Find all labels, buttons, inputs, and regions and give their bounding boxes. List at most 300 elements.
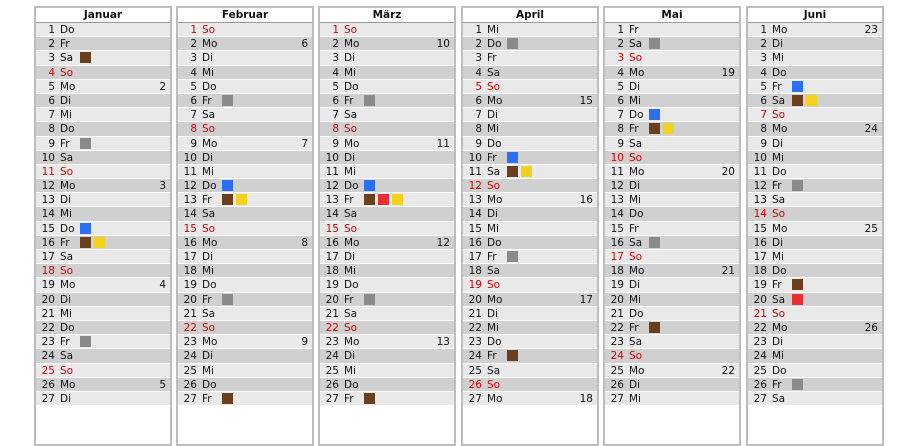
day-row[interactable]: [463, 51, 597, 65]
yellow-marker[interactable]: [94, 237, 105, 248]
day-number: 26: [41, 378, 55, 391]
brown-marker[interactable]: [507, 166, 518, 177]
month-title: Februar: [178, 8, 312, 23]
day-number: 21: [41, 307, 55, 320]
weekday: Mo: [487, 94, 503, 107]
day-row[interactable]: [36, 122, 170, 136]
day-row[interactable]: [36, 137, 170, 151]
week-number: 20: [721, 165, 735, 178]
day-row[interactable]: [463, 335, 597, 349]
day-number: 9: [617, 137, 624, 150]
day-row[interactable]: [605, 179, 739, 193]
day-row[interactable]: [36, 94, 170, 108]
day-row[interactable]: [605, 264, 739, 278]
weekday: Sa: [772, 293, 786, 306]
weekday: Mi: [772, 151, 784, 164]
day-row[interactable]: [463, 151, 597, 165]
blue-marker[interactable]: [222, 180, 233, 191]
day-row[interactable]: [320, 264, 454, 278]
day-row[interactable]: [178, 165, 312, 179]
event-markers: [792, 279, 803, 290]
red-marker[interactable]: [792, 294, 803, 305]
day-row[interactable]: [178, 392, 312, 406]
day-row[interactable]: [463, 108, 597, 122]
brown-marker[interactable]: [649, 123, 660, 134]
day-number: 9: [475, 137, 482, 150]
day-number: 16: [468, 236, 482, 249]
day-row[interactable]: [463, 321, 597, 335]
day-row[interactable]: [178, 364, 312, 378]
day-row[interactable]: [178, 94, 312, 108]
day-row[interactable]: [748, 51, 882, 65]
day-row[interactable]: [748, 207, 882, 221]
day-number: 18: [468, 265, 482, 278]
day-row[interactable]: [320, 378, 454, 392]
gray-marker[interactable]: [80, 138, 91, 149]
blue-marker[interactable]: [364, 180, 375, 191]
day-row[interactable]: [605, 193, 739, 207]
day-row[interactable]: [178, 23, 312, 37]
day-row[interactable]: [463, 364, 597, 378]
day-row[interactable]: [748, 37, 882, 51]
day-row[interactable]: [178, 236, 312, 250]
week-number: 13: [436, 336, 450, 349]
gray-marker[interactable]: [649, 237, 660, 248]
gray-marker[interactable]: [364, 294, 375, 305]
event-markers: [364, 393, 375, 404]
day-number: 15: [753, 222, 767, 235]
day-number: 1: [475, 24, 482, 36]
weekday: Do: [629, 307, 644, 320]
event-markers: [80, 336, 91, 347]
day-number: 10: [41, 151, 55, 164]
week-number: 22: [721, 364, 735, 377]
day-row[interactable]: [463, 250, 597, 264]
day-row[interactable]: [463, 80, 597, 94]
weekday: Sa: [202, 307, 216, 320]
day-row[interactable]: [463, 378, 597, 392]
weekday: Fr: [772, 180, 782, 193]
day-row[interactable]: [178, 250, 312, 264]
day-number: 13: [325, 194, 339, 207]
month-column-mai: [603, 6, 741, 446]
brown-marker[interactable]: [364, 194, 375, 205]
day-number: 19: [183, 279, 197, 292]
day-row[interactable]: [320, 151, 454, 165]
brown-marker[interactable]: [222, 194, 233, 205]
day-row[interactable]: [748, 236, 882, 250]
brown-marker[interactable]: [792, 279, 803, 290]
day-row[interactable]: [178, 193, 312, 207]
day-number: 7: [332, 109, 339, 122]
day-row[interactable]: [605, 335, 739, 349]
day-row[interactable]: [178, 349, 312, 363]
day-row[interactable]: [605, 349, 739, 363]
brown-marker[interactable]: [507, 350, 518, 361]
day-number: 5: [190, 80, 197, 93]
day-row[interactable]: [320, 66, 454, 80]
day-number: 4: [190, 66, 197, 79]
day-row[interactable]: [605, 250, 739, 264]
weekday: Sa: [487, 265, 501, 278]
yellow-marker[interactable]: [236, 194, 247, 205]
brown-marker[interactable]: [222, 393, 233, 404]
weekday: Sa: [60, 151, 74, 164]
day-row[interactable]: [748, 165, 882, 179]
gray-marker[interactable]: [364, 95, 375, 106]
weekday: So: [60, 364, 74, 377]
day-number: 5: [475, 80, 482, 93]
day-row[interactable]: [36, 108, 170, 122]
day-row[interactable]: [463, 264, 597, 278]
weekday: Di: [202, 350, 214, 363]
day-row[interactable]: [320, 80, 454, 94]
day-row[interactable]: [320, 51, 454, 65]
day-row[interactable]: [36, 80, 170, 94]
day-row[interactable]: [320, 349, 454, 363]
day-row[interactable]: [36, 364, 170, 378]
weekday: Do: [629, 109, 644, 122]
week-number: 16: [579, 194, 593, 207]
day-row[interactable]: [178, 222, 312, 236]
day-row[interactable]: [36, 222, 170, 236]
yellow-marker[interactable]: [392, 194, 403, 205]
day-row[interactable]: [320, 137, 454, 151]
day-row[interactable]: [178, 51, 312, 65]
day-row[interactable]: [36, 179, 170, 193]
day-row[interactable]: [605, 80, 739, 94]
day-row[interactable]: [320, 179, 454, 193]
event-markers: [507, 350, 518, 361]
brown-marker[interactable]: [80, 52, 91, 63]
day-number: 12: [468, 180, 482, 193]
gray-marker[interactable]: [507, 251, 518, 262]
day-row[interactable]: [463, 392, 597, 406]
day-row[interactable]: [178, 80, 312, 94]
day-row[interactable]: [748, 23, 882, 37]
day-row[interactable]: [36, 278, 170, 292]
day-row[interactable]: [178, 37, 312, 51]
day-row[interactable]: [463, 179, 597, 193]
day-row[interactable]: [463, 278, 597, 292]
day-row[interactable]: [748, 137, 882, 151]
day-row[interactable]: [320, 364, 454, 378]
week-number: 8: [301, 236, 308, 249]
day-row[interactable]: [605, 137, 739, 151]
day-row[interactable]: [178, 264, 312, 278]
day-row[interactable]: [748, 392, 882, 406]
day-row[interactable]: [463, 207, 597, 221]
day-number: 25: [753, 364, 767, 377]
day-row[interactable]: [178, 137, 312, 151]
day-row[interactable]: [320, 23, 454, 37]
day-number: 27: [610, 392, 624, 405]
day-row[interactable]: [178, 122, 312, 136]
weekday: Do: [60, 222, 75, 235]
weekday: Fr: [629, 321, 639, 334]
gray-marker[interactable]: [222, 95, 233, 106]
day-row[interactable]: [320, 108, 454, 122]
day-row[interactable]: [36, 207, 170, 221]
day-row[interactable]: [320, 37, 454, 51]
day-row[interactable]: [748, 335, 882, 349]
day-number: 17: [325, 251, 339, 263]
day-row[interactable]: [605, 278, 739, 292]
yellow-marker[interactable]: [521, 166, 532, 177]
day-row[interactable]: [605, 392, 739, 406]
day-row[interactable]: [605, 37, 739, 51]
day-number: 2: [617, 38, 624, 51]
day-number: 21: [753, 307, 767, 320]
day-row[interactable]: [605, 207, 739, 221]
day-row[interactable]: [748, 222, 882, 236]
day-number: 27: [41, 392, 55, 405]
day-row[interactable]: [178, 321, 312, 335]
day-number: 24: [41, 350, 55, 363]
day-row[interactable]: [748, 293, 882, 307]
day-number: 26: [183, 378, 197, 391]
day-row[interactable]: [605, 66, 739, 80]
blue-marker[interactable]: [649, 109, 660, 120]
day-row[interactable]: [748, 321, 882, 335]
day-number: 11: [610, 165, 624, 178]
day-number: 18: [41, 265, 55, 278]
day-row[interactable]: [605, 165, 739, 179]
gray-marker[interactable]: [222, 294, 233, 305]
day-row[interactable]: [463, 66, 597, 80]
day-row[interactable]: [320, 392, 454, 406]
day-row[interactable]: [178, 307, 312, 321]
day-row[interactable]: [36, 37, 170, 51]
day-row[interactable]: [748, 378, 882, 392]
day-row[interactable]: [605, 222, 739, 236]
day-number: 27: [753, 392, 767, 405]
day-row[interactable]: [748, 122, 882, 136]
day-row[interactable]: [320, 193, 454, 207]
day-row[interactable]: [605, 307, 739, 321]
day-row[interactable]: [748, 278, 882, 292]
day-row[interactable]: [36, 293, 170, 307]
day-row[interactable]: [36, 66, 170, 80]
day-row[interactable]: [178, 335, 312, 349]
day-row[interactable]: [463, 37, 597, 51]
day-row[interactable]: [605, 293, 739, 307]
day-number: 4: [617, 66, 624, 79]
day-row[interactable]: [605, 122, 739, 136]
day-row[interactable]: [36, 349, 170, 363]
month-title: April: [463, 8, 597, 23]
day-number: 12: [183, 180, 197, 193]
day-number: 14: [41, 208, 55, 221]
day-row[interactable]: [605, 108, 739, 122]
weekday: Do: [487, 38, 502, 51]
week-number: 18: [579, 392, 593, 405]
day-row[interactable]: [36, 321, 170, 335]
day-row[interactable]: [320, 250, 454, 264]
weekday: Sa: [60, 52, 74, 65]
day-number: 17: [468, 251, 482, 263]
brown-marker[interactable]: [364, 393, 375, 404]
day-row[interactable]: [748, 193, 882, 207]
day-row[interactable]: [320, 122, 454, 136]
day-row[interactable]: [463, 94, 597, 108]
brown-marker[interactable]: [80, 237, 91, 248]
day-number: 25: [610, 364, 624, 377]
day-row[interactable]: [178, 108, 312, 122]
event-markers: [364, 194, 403, 205]
day-number: 24: [183, 350, 197, 363]
day-row[interactable]: [748, 349, 882, 363]
weekday: Sa: [60, 350, 74, 363]
week-number: 19: [721, 66, 735, 79]
weekday: Di: [344, 151, 356, 164]
day-row[interactable]: [320, 278, 454, 292]
gray-marker[interactable]: [649, 38, 660, 49]
blue-marker[interactable]: [507, 152, 518, 163]
weekday: Fr: [772, 80, 782, 93]
day-row[interactable]: [36, 236, 170, 250]
gray-marker[interactable]: [792, 379, 803, 390]
weekday: Fr: [629, 24, 639, 36]
day-row[interactable]: [320, 236, 454, 250]
day-row[interactable]: [463, 122, 597, 136]
day-row[interactable]: [178, 151, 312, 165]
day-row[interactable]: [748, 179, 882, 193]
day-row[interactable]: [463, 349, 597, 363]
day-row[interactable]: [36, 193, 170, 207]
day-row[interactable]: [748, 108, 882, 122]
weekday: Di: [60, 94, 72, 107]
day-row[interactable]: [463, 137, 597, 151]
day-row[interactable]: [748, 250, 882, 264]
day-row[interactable]: [463, 293, 597, 307]
day-row[interactable]: [36, 307, 170, 321]
day-row[interactable]: [748, 364, 882, 378]
day-number: 22: [468, 321, 482, 334]
day-row[interactable]: [605, 151, 739, 165]
day-row[interactable]: [320, 293, 454, 307]
day-row[interactable]: [36, 250, 170, 264]
day-row[interactable]: [36, 151, 170, 165]
day-row[interactable]: [178, 378, 312, 392]
day-number: 7: [475, 109, 482, 122]
weekday: Mi: [344, 66, 356, 79]
day-row[interactable]: [320, 207, 454, 221]
weekday: Do: [772, 364, 787, 377]
brown-marker[interactable]: [649, 322, 660, 333]
day-row[interactable]: [605, 378, 739, 392]
weekday: Fr: [629, 123, 639, 136]
yellow-marker[interactable]: [663, 123, 674, 134]
day-row[interactable]: [748, 80, 882, 94]
event-markers: [649, 322, 660, 333]
day-row[interactable]: [320, 335, 454, 349]
day-row[interactable]: [605, 23, 739, 37]
day-number: 24: [468, 350, 482, 363]
day-row[interactable]: [36, 264, 170, 278]
gray-marker[interactable]: [792, 180, 803, 191]
day-row[interactable]: [605, 51, 739, 65]
day-row[interactable]: [463, 193, 597, 207]
day-row[interactable]: [36, 378, 170, 392]
day-row[interactable]: [178, 293, 312, 307]
day-number: 9: [760, 137, 767, 150]
day-row[interactable]: [748, 66, 882, 80]
weekday: Di: [344, 350, 356, 363]
event-markers: [80, 237, 105, 248]
day-list: [36, 23, 170, 406]
day-number: 24: [610, 350, 624, 363]
day-row[interactable]: [36, 335, 170, 349]
day-number: 24: [325, 350, 339, 363]
day-row[interactable]: [320, 94, 454, 108]
weekday: Mo: [60, 378, 76, 391]
day-row[interactable]: [463, 23, 597, 37]
day-row[interactable]: [320, 222, 454, 236]
day-row[interactable]: [748, 307, 882, 321]
weekday: Di: [487, 109, 499, 122]
day-row[interactable]: [748, 151, 882, 165]
day-row[interactable]: [320, 321, 454, 335]
day-number: 21: [468, 307, 482, 320]
weekday: Do: [60, 123, 75, 136]
day-row[interactable]: [36, 392, 170, 406]
day-row[interactable]: [605, 236, 739, 250]
day-row[interactable]: [463, 307, 597, 321]
day-row[interactable]: [463, 165, 597, 179]
day-number: 5: [332, 80, 339, 93]
day-number: 20: [41, 293, 55, 306]
day-row[interactable]: [605, 321, 739, 335]
event-markers: [507, 251, 518, 262]
gray-marker[interactable]: [80, 336, 91, 347]
gray-marker[interactable]: [507, 38, 518, 49]
day-row[interactable]: [320, 307, 454, 321]
day-row[interactable]: [178, 179, 312, 193]
yellow-marker[interactable]: [806, 95, 817, 106]
day-row[interactable]: [463, 222, 597, 236]
day-number: 19: [610, 279, 624, 292]
weekday: Do: [344, 378, 359, 391]
day-row[interactable]: [36, 51, 170, 65]
blue-marker[interactable]: [792, 81, 803, 92]
day-row[interactable]: [605, 364, 739, 378]
day-row[interactable]: [748, 94, 882, 108]
day-row[interactable]: [463, 236, 597, 250]
weekday: Sa: [772, 94, 786, 107]
day-row[interactable]: [320, 165, 454, 179]
day-row[interactable]: [748, 264, 882, 278]
day-number: 18: [183, 265, 197, 278]
day-row[interactable]: [36, 23, 170, 37]
day-number: 5: [48, 80, 55, 93]
week-number: 24: [864, 123, 878, 136]
day-number: 11: [325, 165, 339, 178]
day-row[interactable]: [178, 66, 312, 80]
day-row[interactable]: [36, 165, 170, 179]
weekday: So: [344, 24, 358, 36]
week-number: 25: [864, 222, 878, 235]
day-row[interactable]: [178, 278, 312, 292]
weekday: Fr: [202, 194, 212, 207]
day-list: [748, 23, 882, 406]
blue-marker[interactable]: [80, 223, 91, 234]
red-marker[interactable]: [378, 194, 389, 205]
day-row[interactable]: [605, 94, 739, 108]
brown-marker[interactable]: [792, 95, 803, 106]
day-row[interactable]: [178, 207, 312, 221]
day-list: [605, 23, 739, 406]
